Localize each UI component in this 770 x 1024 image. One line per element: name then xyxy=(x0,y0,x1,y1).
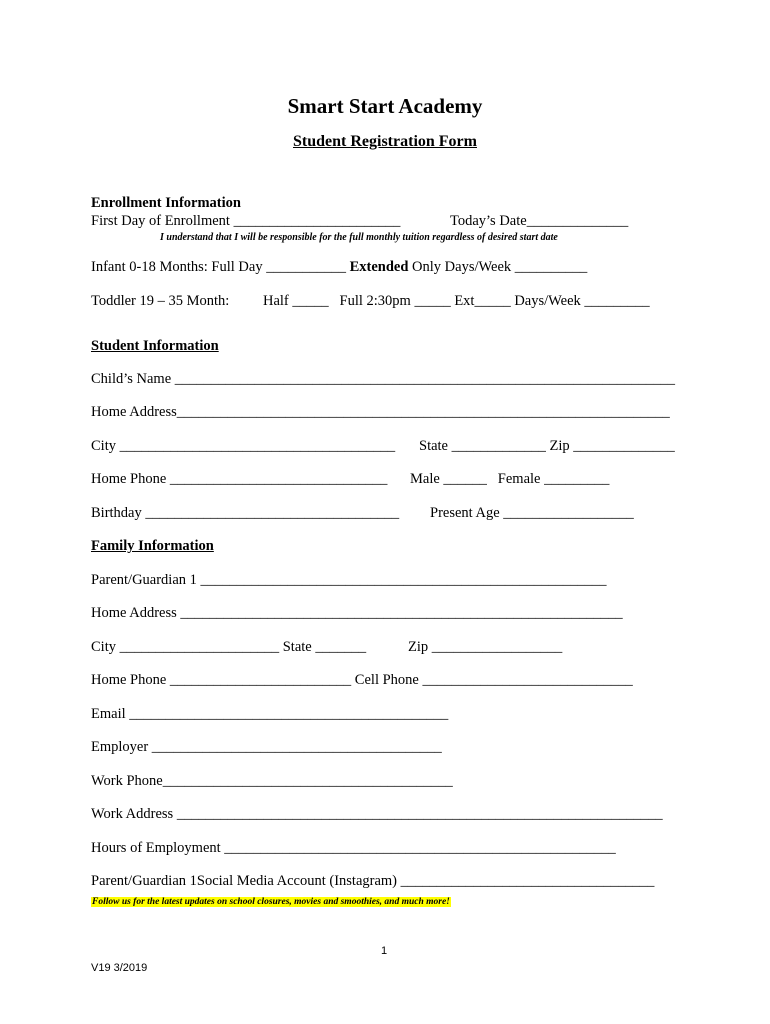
employer-field[interactable]: Employer ________________________________________ xyxy=(91,739,442,755)
infant-days-label: Only Days/Week __________ xyxy=(408,259,588,275)
family-heading: Family Information xyxy=(91,538,214,554)
home-phone-field[interactable]: Home Phone ______________________________ xyxy=(91,471,388,487)
tuition-disclaimer: I understand that I will be responsible for the full monthly tuition regardless of desired start date xyxy=(160,232,558,243)
family-city-state-field[interactable]: City ______________________ State _______ xyxy=(91,639,367,655)
birthday-field[interactable]: Birthday ___________________________________ xyxy=(91,505,400,521)
page-number: 1 xyxy=(381,945,388,957)
work-address-field[interactable]: Work Address ___________________________________________________________________ xyxy=(91,806,663,822)
state-zip-field[interactable]: State _____________ Zip ______________ xyxy=(419,438,675,454)
student-heading: Student Information xyxy=(91,338,219,354)
follow-note-highlight: Follow us for the latest updates on school closures, movies and smoothies, and much more! xyxy=(92,897,450,907)
todays-date-field[interactable]: Today’s Date______________ xyxy=(450,213,629,229)
work-phone-field[interactable]: Work Phone________________________________________ xyxy=(91,773,453,789)
form-subtitle: Student Registration Form xyxy=(293,133,477,150)
follow-note xyxy=(91,891,451,909)
phones-field[interactable]: Home Phone _________________________ Cell Phone _____________________________ xyxy=(91,672,633,688)
family-zip-field[interactable]: Zip __________________ xyxy=(408,639,563,655)
gender-field[interactable]: Male ______ Female _________ xyxy=(410,471,610,487)
enrollment-heading: Enrollment Information xyxy=(91,195,241,211)
home-address-field[interactable]: Home Address____________________________________________________________________ xyxy=(91,404,670,420)
parent1-field[interactable]: Parent/Guardian 1 ________________________________________________________ xyxy=(91,572,607,588)
present-age-field[interactable]: Present Age __________________ xyxy=(430,505,634,521)
first-day-field[interactable]: First Day of Enrollment _______________________ xyxy=(91,213,401,229)
toddler-options-field[interactable]: Half _____ Full 2:30pm _____ Ext_____ Days/Week _________ xyxy=(263,293,650,309)
social-media-field[interactable]: Parent/Guardian 1Social Media Account (Instagram) ___________________________________ xyxy=(91,873,655,889)
family-home-address-field[interactable]: Home Address _____________________________________________________________ xyxy=(91,605,623,621)
email-field[interactable]: Email ____________________________________________ xyxy=(91,706,449,722)
version-label: V19 3/2019 xyxy=(91,962,148,974)
extended-label: Extended xyxy=(349,259,409,275)
city-field[interactable]: City ______________________________________ xyxy=(91,438,396,454)
toddler-label: Toddler 19 – 35 Month: xyxy=(91,293,230,309)
hours-field[interactable]: Hours of Employment ______________________________________________________ xyxy=(91,840,616,856)
childs-name-field[interactable]: Child’s Name _____________________________________________________________________ xyxy=(91,371,676,387)
page-title: Smart Start Academy xyxy=(287,94,483,118)
infant-label: Infant 0-18 Months: Full Day ___________ xyxy=(91,259,350,275)
infant-field[interactable] xyxy=(91,259,587,276)
